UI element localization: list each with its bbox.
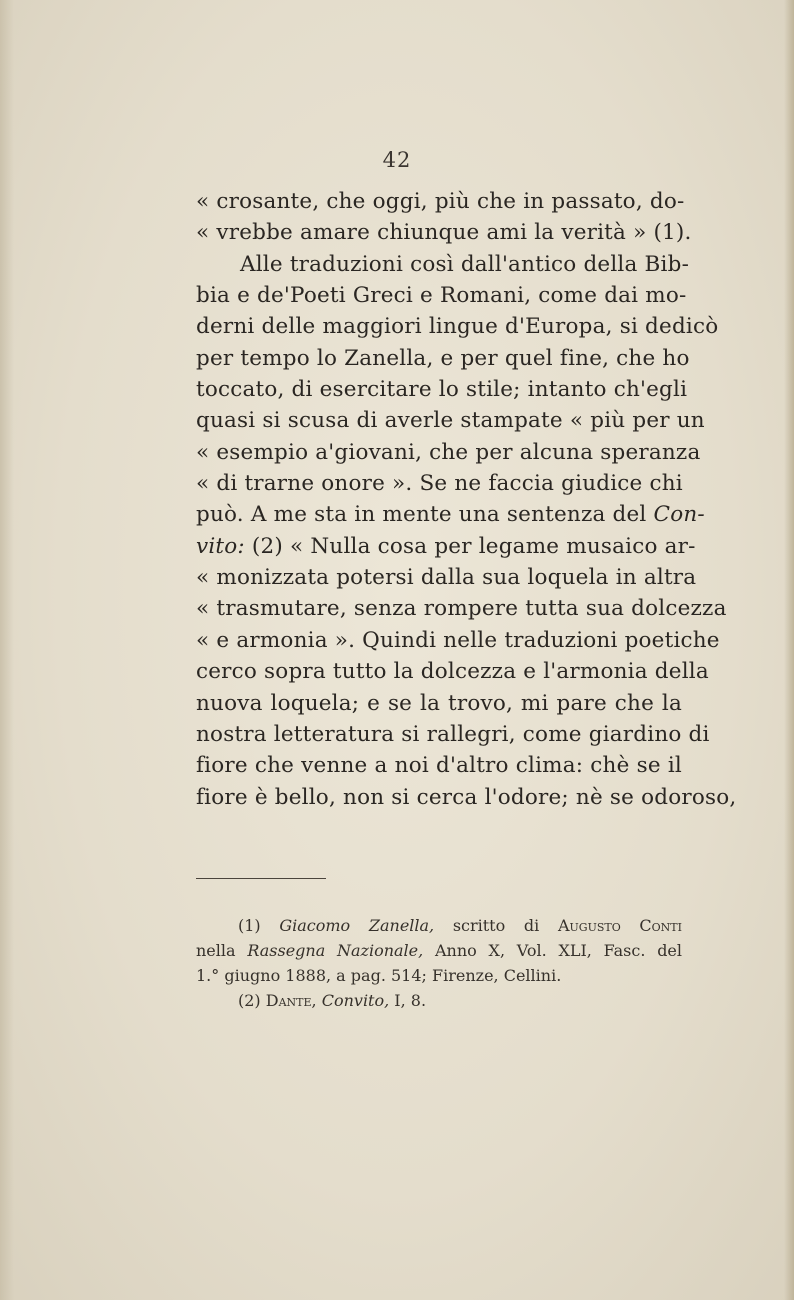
body-text bbox=[196, 186, 737, 813]
footnote-ref: I, 8. bbox=[394, 991, 427, 1010]
footnote-author: Dante, bbox=[265, 991, 317, 1010]
text-line: « di trarne onore ». Se ne faccia giudice chi bbox=[196, 471, 683, 497]
footnote-text: Anno X, Vol. XLI, Fasc. del bbox=[435, 941, 683, 960]
text-line: « monizzata potersi dalla sua loquela in altra bbox=[196, 565, 697, 591]
footnote-2 bbox=[196, 988, 682, 1013]
text-line: « vrebbe amare chiunque ami la verità » (1). bbox=[196, 220, 692, 246]
italic-fragment: Con- bbox=[653, 502, 705, 528]
footnote-marker: (1) bbox=[238, 916, 261, 935]
text-line: cerco sopra tutto la dolcezza e l'armonia della bbox=[196, 659, 709, 685]
footnote-text: scritto di bbox=[452, 916, 540, 935]
text-line: quasi si scusa di averle stampate « più per un bbox=[196, 408, 705, 434]
text-fragment: (2) « Nulla cosa per legame musaico ar- bbox=[251, 533, 696, 559]
footnote-journal: Rassegna Nazionale, bbox=[247, 941, 424, 960]
page-right-shadow bbox=[784, 0, 794, 1300]
footnotes bbox=[196, 913, 682, 1013]
footnote-author: Augusto Conti bbox=[557, 916, 682, 935]
footnote-separator bbox=[196, 878, 326, 879]
page-number: 42 bbox=[382, 148, 412, 172]
footnote-text: nella bbox=[196, 941, 236, 960]
text-line: fiore che venne a noi d'altro clima: chè se il bbox=[196, 753, 682, 779]
footnote-1-line-1 bbox=[196, 913, 682, 938]
page-left-shadow bbox=[0, 0, 14, 1300]
footnote-1-line-2 bbox=[196, 938, 682, 963]
text-line: « e armonia ». Quindi nelle traduzioni poetiche bbox=[196, 627, 720, 653]
footnote-marker: (2) bbox=[238, 991, 261, 1010]
footnote-title: Giacomo Zanella, bbox=[279, 916, 435, 935]
text-line: « trasmutare, senza rompere tutta sua dolcezza bbox=[196, 596, 727, 622]
text-line-with-italic bbox=[196, 531, 696, 562]
text-line: « esempio a'giovani, che per alcuna speranza bbox=[196, 439, 701, 465]
text-line: « crosante, che oggi, più che in passato, do- bbox=[196, 189, 685, 214]
text-line: nostra letteratura si rallegri, come giardino di bbox=[196, 721, 710, 747]
text-line: toccato, di esercitare lo stile; intanto ch'egli bbox=[196, 377, 688, 403]
text-line: fiore è bello, non si cerca l'odore; nè se odoroso, bbox=[196, 784, 737, 810]
text-line: derni delle maggiori lingue d'Europa, si dedicò bbox=[196, 314, 719, 340]
footnote-work: Convito, bbox=[321, 991, 390, 1010]
footnote-1-line-3: 1.° giugno 1888, a pag. 514; Firenze, Cellini. bbox=[196, 966, 562, 985]
text-line-with-italic bbox=[196, 499, 705, 530]
text-line: per tempo lo Zanella, e per quel fine, che ho bbox=[196, 345, 690, 371]
text-line: Alle traduzioni così dall'antico della Bib- bbox=[240, 251, 690, 277]
text-line: bia e de'Poeti Greci e Romani, come dai mo- bbox=[196, 283, 687, 309]
text-fragment: può. A me sta in mente una sentenza del bbox=[196, 502, 647, 528]
text-line: nuova loquela; e se la trovo, mi pare che la bbox=[196, 690, 682, 716]
italic-fragment: vito: bbox=[196, 533, 245, 559]
